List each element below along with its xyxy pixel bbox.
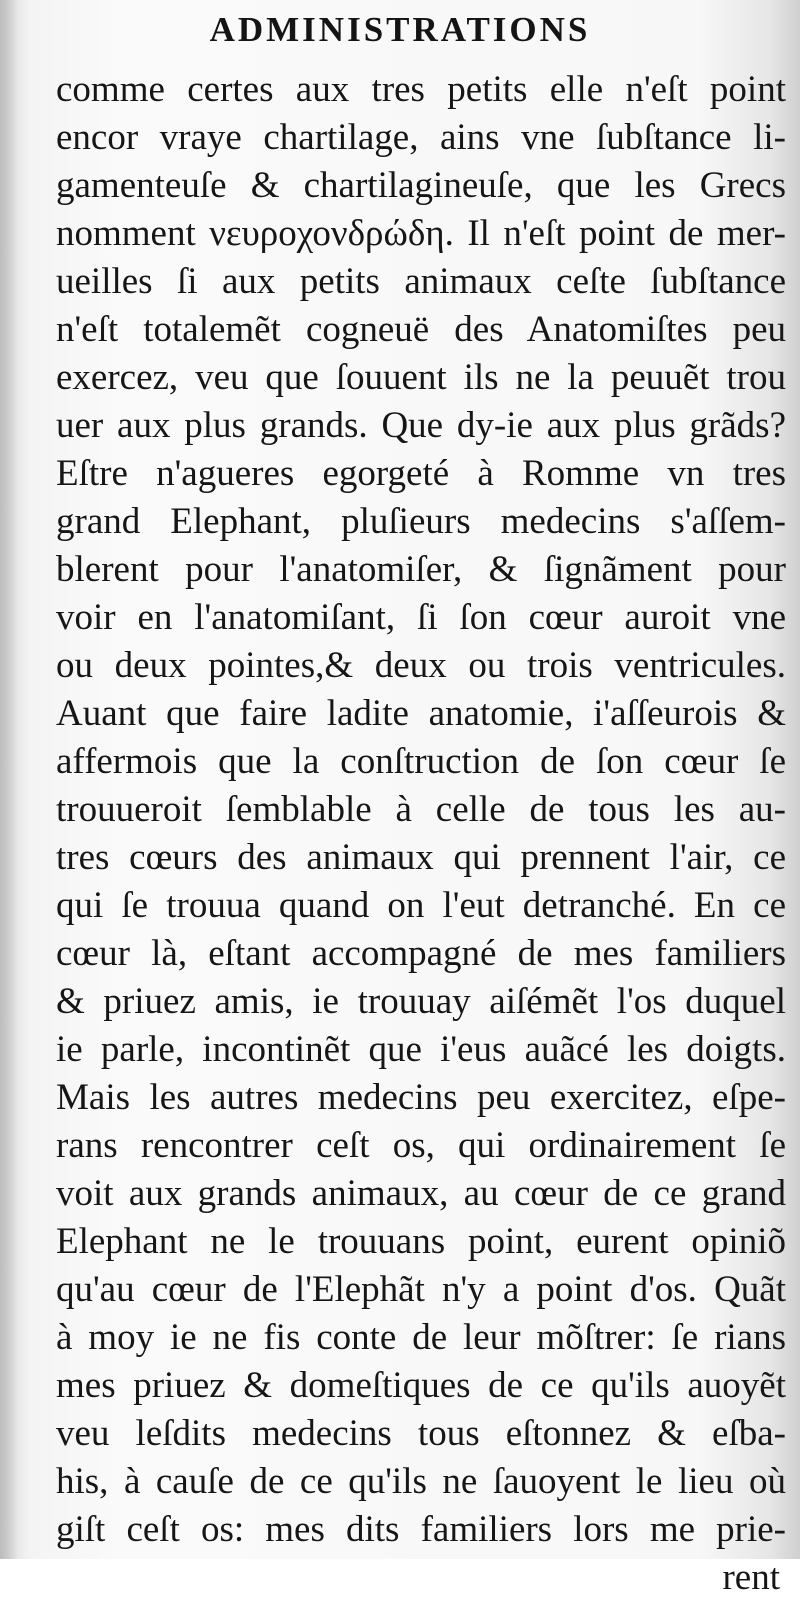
text-line: nomment νευροχονδρώδη. Il n'eſt point de mer- [56,213,786,254]
text-line: blerent pour l'anatomiſer, & ſignãment pour [56,549,786,590]
text-line: à moy ie ne fis conte de leur mõſtrer: ſe rians [56,1317,786,1358]
text-line: & priuez amis, ie trouuay aiſémẽt l'os duquel [56,981,786,1022]
text-line: veu leſdits medecins tous eſtonnez & eſba- [56,1413,786,1454]
text-line: grand Elephant, pluſieurs medecins s'aſſem- [56,501,786,542]
text-line: Eſtre n'agueres egorgeté à Romme vn tres [56,453,786,494]
text-line: giſt ceſt os: mes dits familiers lors me prie- [56,1509,786,1550]
text-line: Auant que faire ladite anatomie, i'aſſeurois & [56,693,786,734]
text-line: affermois que la conſtruction de ſon cœur ſe [56,741,786,782]
text-line: ou deux pointes,& deux ou trois ventricules. [56,645,786,686]
text-line: qu'au cœur de l'Elephãt n'y a point d'os. Quãt [56,1269,786,1310]
page-gutter-shadow [0,0,18,1559]
text-line: exercez, veu que ſouuent ils ne la peuuẽt trou [56,357,786,398]
text-line: gamenteuſe & chartilagineuſe, que les Grecs [56,165,786,206]
text-line: trouueroit ſemblable à celle de tous les au- [56,789,786,830]
text-line: voir en l'anatomiſant, ſi ſon cœur auroit vne [56,597,786,638]
running-head: ADMINISTRATIONS [209,10,591,49]
text-line: comme certes aux tres petits elle n'eſt point [56,69,786,110]
text-line: Mais les autres medecins peu exercitez, eſpe- [56,1077,786,1118]
text-line: uer aux plus grands. Que dy-ie aux plus grãds? [56,405,786,446]
text-line: mes priuez & domeſtiques de ce qu'ils auoyẽt [56,1365,786,1406]
text-line: cœur là, eſtant accompagné de mes familiers [56,933,786,974]
text-line: encor vraye chartilage, ains vne ſubſtance li- [56,117,786,158]
text-line: voit aux grands animaux, au cœur de ce grand [56,1173,786,1214]
text-line: Elephant ne le trouuans point, eurent opiniõ [56,1221,786,1262]
text-line: n'eſt totalemẽt cogneuë des Anatomiſtes peu [56,309,786,350]
text-line: rans rencontrer ceſt os, qui ordinairement ſe [56,1125,786,1166]
catchword: rent [722,1557,780,1598]
text-line: qui ſe trouua quand on l'eut detranché. En ce [56,885,786,926]
text-line: tres cœurs des animaux qui prennent l'air, ce [56,837,786,878]
text-line: his, à cauſe de ce qu'ils ne ſauoyent le lieu où [56,1461,786,1502]
text-line: ie parle, incontinẽt que i'eus auãcé les doigts. [56,1029,786,1070]
text-line: ueilles ſi aux petits animaux ceſte ſubſtance [56,261,786,302]
body-text [56,66,786,1602]
